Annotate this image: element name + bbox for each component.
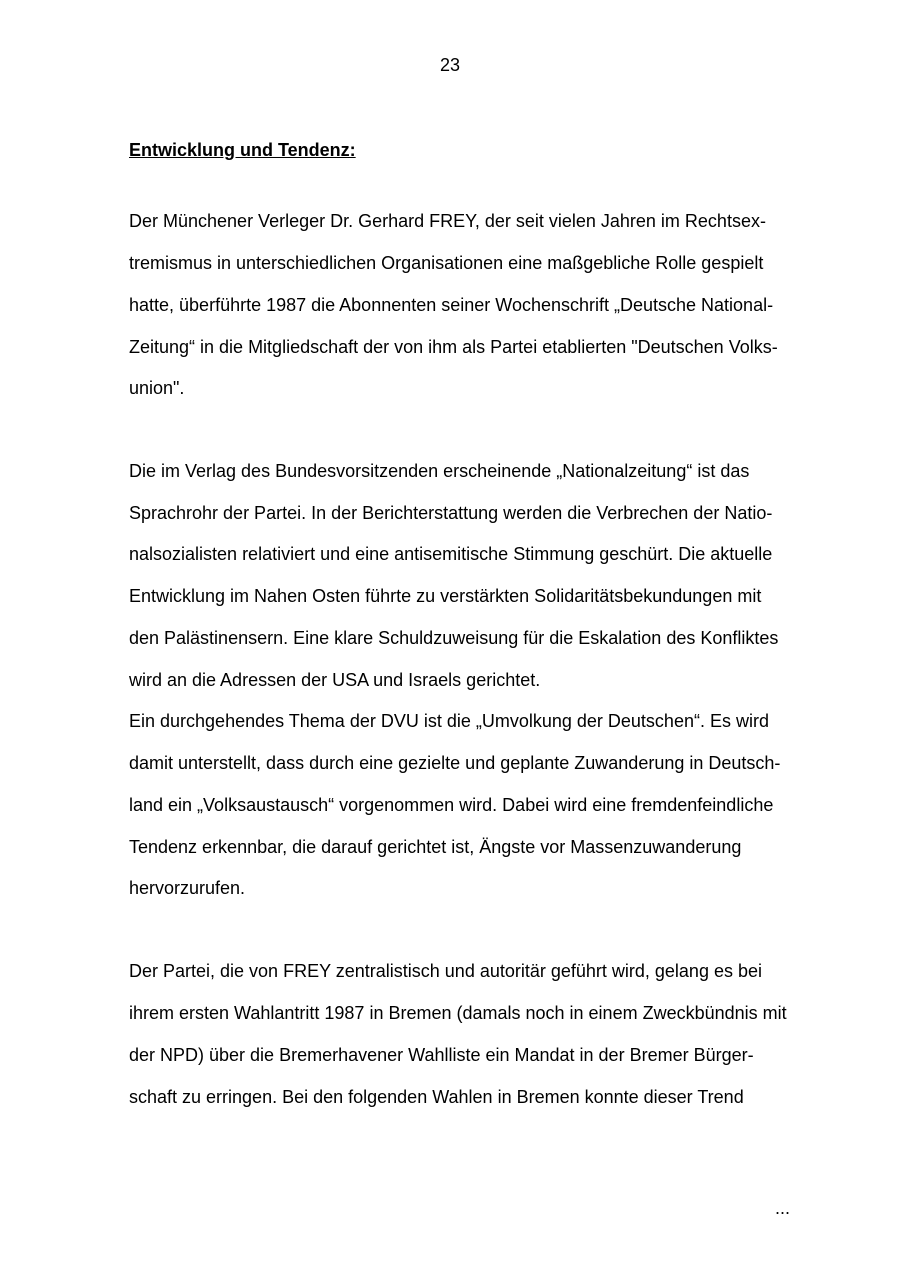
- text-line: union".: [129, 378, 185, 398]
- text-line: Entwicklung im Nahen Osten führte zu verstärkten Solidaritätsbekundungen mit: [129, 586, 762, 606]
- text-line: der NPD) über die Bremerhavener Wahlliste ein Mandat in der Bremer Bürger-: [129, 1045, 754, 1065]
- text-line: Die im Verlag des Bundesvorsitzenden erscheinende „Nationalzeitung“ ist das: [129, 461, 750, 481]
- text-line: nalsozialisten relativiert und eine antisemitische Stimmung geschürt. Die aktuelle: [129, 544, 773, 564]
- text-line: den Palästinensern. Eine klare Schuldzuweisung für die Eskalation des Konfliktes: [129, 628, 779, 648]
- section-heading: Entwicklung und Tendenz:: [129, 140, 356, 160]
- text-line: ihrem ersten Wahlantritt 1987 in Bremen (damals noch in einem Zweckbündnis mit: [129, 1003, 787, 1023]
- text-line: schaft zu erringen. Bei den folgenden Wahlen in Bremen konnte dieser Trend: [129, 1087, 744, 1107]
- text-line: Tendenz erkennbar, die darauf gerichtet ist, Ängste vor Massenzuwanderung: [129, 837, 742, 857]
- page-number: 23: [439, 55, 461, 75]
- text-line: hatte, überführte 1987 die Abonnenten seiner Wochenschrift „Deutsche National-: [129, 295, 774, 315]
- text-line: Der Partei, die von FREY zentralistisch und autoritär geführt wird, gelang es bei: [129, 961, 762, 981]
- text-line: hervorzurufen.: [129, 878, 246, 898]
- text-line: tremismus in unterschiedlichen Organisationen eine maßgebliche Rolle gespielt: [129, 253, 764, 273]
- text-line: Zeitung“ in die Mitgliedschaft der von ihm als Partei etablierten "Deutschen Volks-: [129, 337, 778, 357]
- text-line: Ein durchgehendes Thema der DVU ist die „Umvolkung der Deutschen“. Es wird: [129, 711, 769, 731]
- continuation-marker: ...: [775, 1198, 791, 1218]
- text-line: Der Münchener Verleger Dr. Gerhard FREY, der seit vielen Jahren im Rechtsex-: [129, 211, 766, 231]
- text-line: Sprachrohr der Partei. In der Berichterstattung werden die Verbrechen der Natio-: [129, 503, 773, 523]
- text-line: damit unterstellt, dass durch eine gezielte und geplante Zuwanderung in Deutsch-: [129, 753, 781, 773]
- text-line: land ein „Volksaustausch“ vorgenommen wird. Dabei wird eine fremdenfeindliche: [129, 795, 774, 815]
- text-line: wird an die Adressen der USA und Israels gerichtet.: [129, 670, 541, 690]
